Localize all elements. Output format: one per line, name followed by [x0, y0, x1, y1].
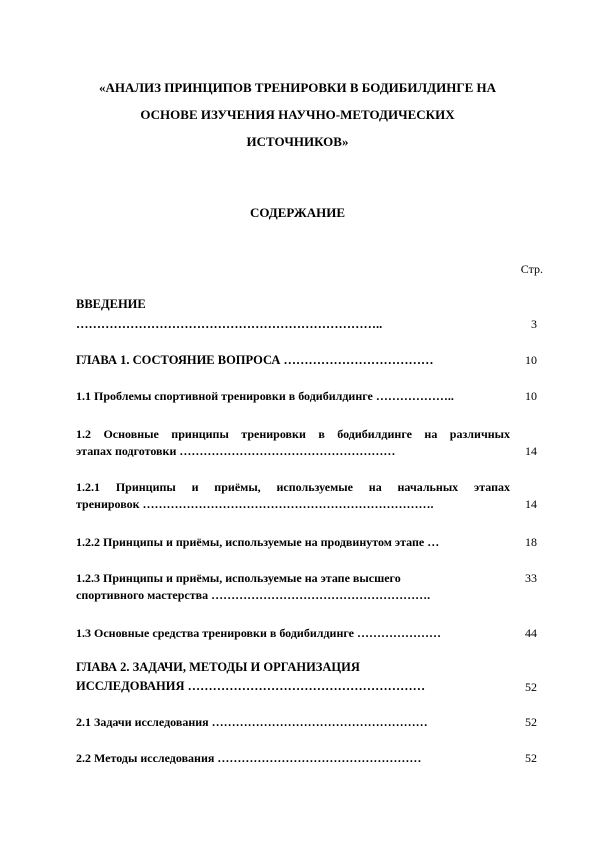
toc-entry-title: 1.2 Основные принципы тренировки в бодибилдинге на различных — [76, 427, 510, 441]
toc-page-number: 52 — [525, 751, 537, 765]
toc-entry-1-3 — [76, 625, 510, 642]
toc-entry-title: 1.2.1 Принципы и приёмы, используемые на начальных этапах — [76, 480, 510, 494]
toc-entry-1-2-3 — [76, 570, 510, 604]
toc-entry-title: 1.2.2 Принципы и приёмы, используемые на продвинутом этапе … — [76, 535, 440, 549]
toc-entry-title-continued: спортивного мастерства ………………………………………………. — [76, 588, 431, 602]
toc-page-number: 33 — [525, 571, 537, 585]
toc-page-number: 44 — [525, 626, 537, 640]
toc-entry-title: 1.2.3 Принципы и приёмы, используемые на этапе высшего — [76, 571, 401, 585]
toc-entry-title: ГЛАВА 1. СОСТОЯНИЕ ВОПРОСА ……………………………… — [76, 353, 434, 367]
toc-entry-title: 1.3 Основные средства тренировки в бодибилдинге ………………… — [76, 626, 441, 640]
toc-entry-1-2 — [76, 426, 510, 460]
toc-entry-1-2-1 — [76, 479, 510, 513]
toc-page-number: 3 — [531, 317, 537, 331]
toc-entry-chapter-1 — [76, 352, 510, 369]
toc-entry-1-2-2 — [76, 534, 510, 551]
toc-page-number: 52 — [525, 680, 537, 694]
title-line-2: ОСНОВЕ ИЗУЧЕНИЯ НАУЧНО-МЕТОДИЧЕСКИХ — [140, 107, 455, 122]
toc-page-number: 52 — [525, 715, 537, 729]
document-title — [60, 74, 535, 155]
toc-entry-1-1 — [76, 388, 510, 405]
toc-entry-introduction — [76, 296, 510, 333]
toc-page-number: 14 — [525, 444, 537, 458]
toc-page-number: 10 — [525, 353, 537, 367]
toc-entry-leader: ……………………………………………………………….. — [76, 317, 383, 331]
toc-entry-title: ВВЕДЕНИЕ — [76, 297, 146, 311]
toc-page-number: 10 — [525, 389, 537, 403]
toc-heading: СОДЕРЖАНИЕ — [249, 205, 346, 220]
toc-entry-title-continued: этапах подготовки ……………………………………………… — [76, 444, 396, 458]
toc-entry-2-1 — [76, 714, 510, 731]
toc-entry-title-continued: тренировок ………………………………………………………………. — [76, 497, 434, 511]
title-line-1: «АНАЛИЗ ПРИНЦИПОВ ТРЕНИРОВКИ В БОДИБИЛДИНГЕ НА — [98, 80, 497, 95]
toc-page-number: 14 — [525, 497, 537, 511]
page-column-label: Стр. — [520, 262, 543, 276]
toc-entry-chapter-2 — [76, 659, 510, 695]
toc-entry-title: ГЛАВА 2. ЗАДАЧИ, МЕТОДЫ И ОРГАНИЗАЦИЯ — [76, 660, 360, 674]
toc-entry-title-continued: ИССЛЕДОВАНИЯ ………………………………………………… — [76, 679, 426, 693]
toc-page-number: 18 — [525, 535, 537, 549]
toc-entry-2-2 — [76, 750, 510, 767]
toc-entry-title: 2.1 Задачи исследования ……………………………………………… — [76, 715, 428, 729]
toc-entry-title: 2.2 Методы исследования …………………………………………… — [76, 751, 422, 765]
title-line-3: ИСТОЧНИКОВ» — [246, 134, 349, 149]
toc-entry-title: 1.1 Проблемы спортивной тренировки в бодибилдинге ……………….. — [76, 389, 454, 403]
